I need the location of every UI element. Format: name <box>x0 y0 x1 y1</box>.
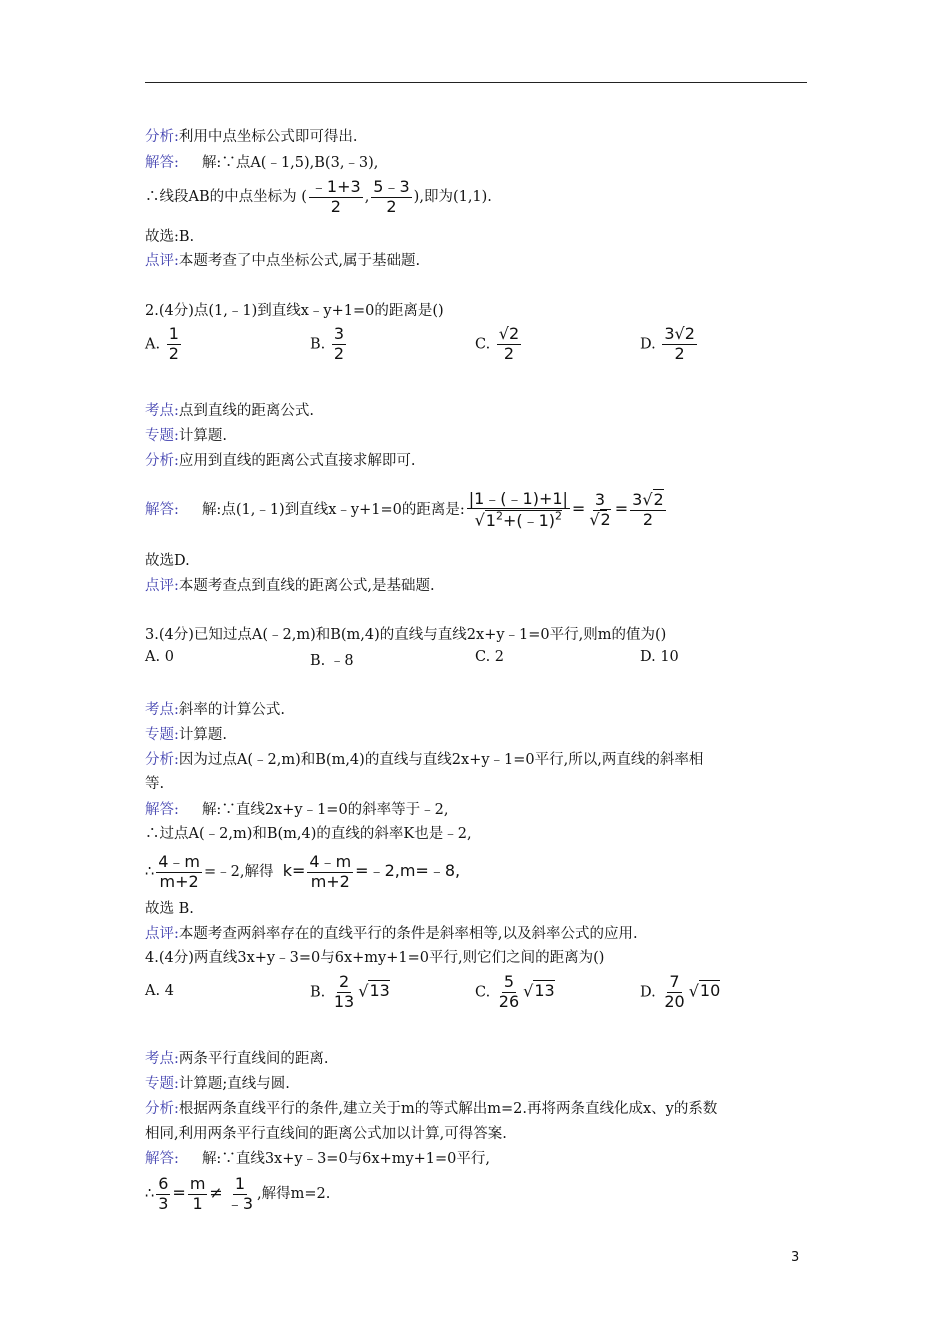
fraction <box>167 326 181 363</box>
fraction-numerator: 5 <box>503 972 515 991</box>
comment-line <box>145 575 435 597</box>
key-point-label: 考点: <box>145 1051 179 1067</box>
solution-text: ,解得m=2. <box>257 1186 331 1202</box>
fraction-numerator: 6 <box>158 1173 169 1193</box>
solution-line <box>145 799 449 821</box>
comment-text: 本题考查点到直线的距离公式,是基础题. <box>178 578 435 594</box>
comment-line <box>145 250 420 272</box>
fraction-numerator: 7 <box>669 972 680 991</box>
analysis-text: 根据两条直线平行的条件,建立关于m的等式解出m=2.再将两条直线化成x、y的系数 <box>178 1101 718 1117</box>
fraction-denominator: 26 <box>498 991 520 1011</box>
fraction <box>587 489 612 529</box>
fraction <box>225 1173 255 1213</box>
coefficient: 3 <box>632 489 643 509</box>
topic-line <box>145 1073 290 1095</box>
fraction-denominator: m+2 <box>159 871 199 891</box>
fraction-denominator: 1 <box>192 1193 203 1213</box>
analysis-text: 等. <box>145 776 165 792</box>
fraction-denominator: 20 <box>664 991 685 1011</box>
fraction-numerator: 2 <box>338 972 350 991</box>
option-letter: B. <box>310 984 326 1001</box>
fraction-numerator: 3√2 <box>632 489 664 509</box>
fraction-denominator: 2 <box>386 196 397 216</box>
answer-line <box>145 226 194 248</box>
equals: = <box>172 1183 186 1202</box>
topic-line <box>145 724 227 746</box>
topic-label: 专题: <box>145 1076 179 1092</box>
key-point-text: 斜率的计算公式. <box>178 702 285 718</box>
question-3-stem <box>145 624 666 646</box>
fraction-numerator: 3 <box>333 324 345 343</box>
fraction <box>497 974 521 1011</box>
fraction-numerator: 5﹣3 <box>373 176 410 196</box>
analysis-line-continued <box>145 1123 507 1145</box>
analysis-line <box>145 749 703 771</box>
q3-option-c: C. 2 <box>475 649 505 665</box>
term: 1 <box>485 510 496 530</box>
exponent: 2 <box>495 509 503 523</box>
fraction <box>307 851 353 891</box>
midpoint-prefix: ∴线段AB的中点坐标为 ( <box>145 189 307 205</box>
fraction <box>156 851 202 891</box>
equals: = <box>571 499 586 518</box>
topic-text: 计算题. <box>178 428 227 444</box>
analysis-text: 利用中点坐标公式即可得出. <box>178 129 358 145</box>
fraction-numerator: 4﹣m <box>158 851 201 871</box>
option-letter: A. <box>145 336 161 353</box>
comment-text: 本题考查了中点坐标公式,属于基础题. <box>178 253 421 269</box>
radicand: 2 <box>600 509 611 529</box>
analysis-line <box>145 1098 717 1120</box>
fraction-denominator: 2 <box>330 196 341 216</box>
question-2-text: 2.(4分)点(1,﹣1)到直线x﹣y+1=0的距离是() <box>145 303 444 319</box>
topic-line <box>145 425 227 447</box>
comment-line <box>145 923 638 945</box>
midpoint-line <box>145 172 492 222</box>
q2-option-b <box>310 326 348 363</box>
therefore-sign: ∴ <box>145 864 155 880</box>
fraction-numerator: √2 <box>498 324 520 343</box>
fraction <box>156 1173 170 1213</box>
option-letter: B. <box>310 336 326 353</box>
solution-text: 解:∵直线3x+y﹣3=0与6x+my+1=0平行, <box>201 1151 491 1167</box>
analysis-label: 分析: <box>145 453 179 469</box>
distance-fraction <box>467 488 570 530</box>
fraction-denominator: 2 <box>642 509 653 529</box>
answer-line <box>145 898 194 920</box>
radicand: 10 <box>699 981 721 1001</box>
fraction-numerator: 3 <box>594 489 606 509</box>
question-4-stem <box>145 947 604 969</box>
solution-text: =﹣2,解得 <box>204 864 274 880</box>
solution-text: =﹣2,m=﹣8, <box>355 861 461 880</box>
answer-text: 故选D. <box>145 553 190 569</box>
topic-label: 专题: <box>145 727 179 743</box>
fraction <box>662 326 697 363</box>
fraction-numerator: 3√2 <box>664 324 695 343</box>
q2-option-a <box>145 326 183 363</box>
fraction-denominator: 3 <box>158 1193 169 1213</box>
q4-option-c <box>475 974 555 1011</box>
radicand: 2 <box>653 489 664 509</box>
comment-label: 点评: <box>145 578 179 594</box>
answer-line <box>145 550 190 572</box>
analysis-line-continued <box>145 773 164 795</box>
fraction <box>630 489 666 529</box>
analysis-label: 分析: <box>145 1101 179 1117</box>
fraction-denominator: √2 <box>589 509 611 529</box>
radicand: 13 <box>369 981 390 1001</box>
solution-text: 解:点(1,﹣1)到直线x﹣y+1=0的距离是: <box>201 502 465 518</box>
fraction-denominator: 13 <box>333 991 355 1011</box>
radicand <box>485 510 562 530</box>
solution-line <box>145 1148 490 1170</box>
fraction <box>371 176 411 216</box>
solution-line-2 <box>145 823 472 845</box>
not-equal: ≠ <box>209 1183 223 1202</box>
fraction-denominator: $√1^2+(﹣1)^2$ <box>474 509 563 530</box>
q4-option-b <box>310 974 390 1011</box>
fraction-denominator: m+2 <box>310 871 350 891</box>
analysis-label: 分析: <box>145 752 179 768</box>
solution-line <box>145 478 668 541</box>
slope-symbol: k= <box>282 861 306 880</box>
solution-text: 解:∵点A(﹣1,5),B(3,﹣3), <box>201 155 379 171</box>
page-number: 3 <box>791 1250 800 1265</box>
solution-label: 解答: <box>145 502 179 518</box>
q3-option-b: B. ﹣8 <box>310 653 354 669</box>
q3-option-a: A. 0 <box>145 649 174 665</box>
answer-text: 故选:B. <box>145 229 195 245</box>
analysis-text: 相同,利用两条平行直线间的距离公式加以计算,可得答案. <box>145 1126 507 1142</box>
topic-text: 计算题. <box>178 727 227 743</box>
topic-text: 计算题;直线与圆. <box>178 1076 290 1092</box>
key-point-line <box>145 400 314 422</box>
equals: = <box>614 499 629 518</box>
option-letter: D. <box>640 336 656 353</box>
question-2-stem <box>145 300 444 322</box>
solution-label: 解答: <box>145 155 179 171</box>
fraction <box>188 1173 208 1213</box>
answer-text: 故选 B. <box>145 901 194 917</box>
q4-option-d <box>640 974 720 1011</box>
option-letter: C. <box>475 336 491 353</box>
fraction-denominator: 2 <box>503 343 515 363</box>
key-point-text: 点到直线的距离公式. <box>178 403 314 419</box>
fraction-numerator: 1 <box>234 1173 246 1193</box>
midpoint-suffix: ),即为(1,1). <box>413 189 492 205</box>
square-root: √13 <box>523 981 555 1001</box>
analysis-label: 分析: <box>145 129 179 145</box>
fraction <box>332 974 356 1011</box>
q3-option-d: D. 10 <box>640 649 679 665</box>
fraction-denominator: 2 <box>674 343 685 363</box>
fraction-denominator: 2 <box>333 343 345 363</box>
solution-label: 解答: <box>145 1151 179 1167</box>
option-letter: C. <box>475 984 491 1001</box>
question-3-text: 3.(4分)已知过点A(﹣2,m)和B(m,4)的直线与直线2x+y﹣1=0平行,则m的值为() <box>145 627 667 643</box>
comma: , <box>364 189 370 205</box>
analysis-line <box>145 450 416 472</box>
term: +(﹣1) <box>502 510 556 530</box>
analysis-text: 因为过点A(﹣2,m)和B(m,4)的直线与直线2x+y﹣1=0平行,所以,两直线的斜率相 <box>178 752 704 768</box>
fraction-numerator: |1﹣(﹣1)+1| <box>468 488 568 508</box>
key-point-text: 两条平行直线间的距离. <box>178 1051 329 1067</box>
comment-label: 点评: <box>145 926 179 942</box>
solution-text: ∴过点A(﹣2,m)和B(m,4)的直线的斜率K也是﹣2, <box>145 826 472 842</box>
comment-label: 点评: <box>145 253 179 269</box>
square-root: √13 <box>358 981 390 1001</box>
solution-line-2 <box>145 1170 330 1217</box>
solution-text: 解:∵直线2x+y﹣1=0的斜率等于﹣2, <box>201 802 449 818</box>
fraction <box>309 176 363 216</box>
radicand: 13 <box>534 981 555 1001</box>
fraction-numerator: 4﹣m <box>309 851 352 871</box>
option-letter: D. <box>640 984 656 1001</box>
analysis-text: 应用到直线的距离公式直接求解即可. <box>178 453 416 469</box>
solution-line-3 <box>145 848 460 895</box>
q2-option-d <box>640 326 699 363</box>
q2-option-c <box>475 326 523 363</box>
square-root: √10 <box>688 981 721 1001</box>
fraction-numerator: 1 <box>168 324 179 343</box>
header-rule <box>145 82 807 83</box>
fraction <box>497 326 521 363</box>
key-point-line <box>145 699 285 721</box>
therefore-sign: ∴ <box>145 1186 155 1202</box>
analysis-line <box>145 126 358 148</box>
fraction-denominator: 2 <box>168 343 179 363</box>
exponent: 2 <box>555 509 563 523</box>
solution-label: 解答: <box>145 802 179 818</box>
comment-text: 本题考查两斜率存在的直线平行的条件是斜率相等,以及斜率公式的应用. <box>178 926 638 942</box>
q4-option-a: A. 4 <box>145 983 174 999</box>
fraction-numerator: ﹣1+3 <box>310 176 361 196</box>
solution-line <box>145 152 378 174</box>
key-point-line <box>145 1048 329 1070</box>
fraction-numerator: m <box>189 1173 206 1193</box>
key-point-label: 考点: <box>145 403 179 419</box>
fraction <box>332 326 346 363</box>
key-point-label: 考点: <box>145 702 179 718</box>
question-4-text: 4.(4分)两直线3x+y﹣3=0与6x+my+1=0平行,则它们之间的距离为() <box>145 950 605 966</box>
fraction-denominator: ﹣3 <box>226 1193 254 1213</box>
fraction <box>662 974 686 1011</box>
topic-label: 专题: <box>145 428 179 444</box>
